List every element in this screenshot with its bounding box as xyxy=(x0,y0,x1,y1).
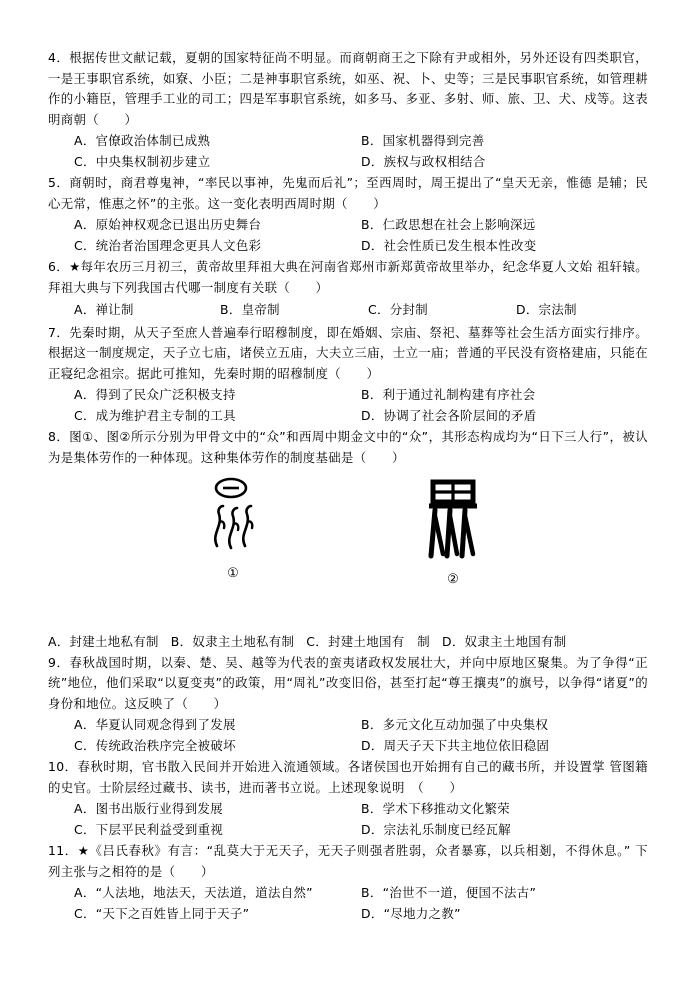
option-a[interactable]: A．图书出版行业得到发展 xyxy=(74,801,223,816)
figure-oracle-bone-zhong xyxy=(188,476,278,585)
option-c[interactable]: C．传统政治秩序完全被破坏 xyxy=(74,737,236,753)
question-7 xyxy=(48,323,648,427)
option-a[interactable]: A．禅让制 xyxy=(74,302,134,317)
option-b[interactable]: B．“治世不一道，便国不法古” xyxy=(361,885,537,900)
question-10-options xyxy=(74,799,648,840)
question-4-stem: 4．根据传世文献记载，夏朝的国家特征尚不明显。而商朝商王之下除有尹或相外，另外还设有四类职官，一是王事职官系统，如寮、小臣；二是神事职官系统，如巫、祝、卜、史等；三是民事职官系统，如管理耕作的小籍臣，管理手工业的司工；四是军事职官系统，如多马、多亚、多射、师、旅、卫、犬、戍等。这表明商朝（ ） xyxy=(48,50,648,127)
option-c[interactable]: C．成为维护君主专制的工具 xyxy=(74,407,236,423)
figure-bronze-zhong xyxy=(408,476,498,591)
question-11-stem: 11．★《吕氏春秋》有言：“乱莫大于无天子，无天子则强者胜弱，众者暴寡，以兵相剗，不得休息。” 下列主张与之相符的是（ ） xyxy=(48,843,648,879)
oracle-bone-character-image xyxy=(203,476,263,556)
option-a[interactable]: A．原始神权观念已退出历史舞台 xyxy=(74,217,262,232)
bronze-inscription-character-image xyxy=(423,476,483,562)
option-b[interactable]: B．仁政思想在社会上影响深远 xyxy=(361,217,536,232)
question-8 xyxy=(48,427,648,653)
option-d[interactable]: D．协调了社会各阶层间的矛盾 xyxy=(361,407,537,423)
option-d[interactable]: D．“尽地力之教” xyxy=(361,905,461,921)
figure-2-label: ② xyxy=(447,572,459,587)
option-d[interactable]: D．宗法礼乐制度已经瓦解 xyxy=(361,821,512,837)
exam-page xyxy=(48,48,648,925)
option-b[interactable]: B．多元文化互动加强了中央集权 xyxy=(361,717,549,732)
question-4-options xyxy=(74,131,648,172)
option-d[interactable]: D．宗法制 xyxy=(516,302,577,317)
option-b[interactable]: B．奴隶主土地私有制 xyxy=(170,634,295,649)
option-a[interactable]: A．华夏认同观念得到了发展 xyxy=(74,717,236,732)
question-6-stem: 6．★每年农历三月初三，黄帝故里拜祖大典在河南省郑州市新郑黄帝故里举办，纪念华夏人文始 祖轩辕。拜祖大典与下列我国古代哪一制度有关联（ ） xyxy=(48,259,648,295)
question-8-stem: 8．图①、图②所示分别为甲骨文中的“众”和西周中期金文中的“众”，其形态构成均为“日下三人行”，被认为是集体劳作的一种体现。这种集体劳作的制度基础是（ ） xyxy=(48,429,648,465)
option-a[interactable]: A．“人法地，地法天，天法道，道法自然” xyxy=(74,885,313,900)
option-c[interactable]: C．下层平民利益受到重视 xyxy=(74,821,224,837)
question-5-options xyxy=(74,215,648,256)
option-c[interactable]: C．封建土地国有 制 xyxy=(306,634,430,649)
option-b[interactable]: B．学术下移推动文化繁荣 xyxy=(361,801,510,816)
option-b[interactable]: B．利于通过礼制构建有序社会 xyxy=(361,387,536,402)
question-9-options xyxy=(74,715,648,756)
question-9 xyxy=(48,653,648,757)
figure-1-label: ① xyxy=(227,566,239,581)
question-4 xyxy=(48,48,648,172)
question-6 xyxy=(48,257,648,321)
option-a[interactable]: A．得到了民众广泛积极支持 xyxy=(74,387,236,402)
question-8-figures xyxy=(48,476,648,626)
option-a[interactable]: A．封建土地私有制 xyxy=(48,634,159,649)
question-11 xyxy=(48,841,648,924)
question-10-stem: 10．春秋时期，官书散入民间并开始进入流通领域。各诸侯国也开始拥有自己的藏书所，并设置掌 管图籍的史官。士阶层经过藏书、读书，进而著书立说。上述现象说明 （ ） xyxy=(48,759,648,795)
question-5 xyxy=(48,173,648,256)
option-b[interactable]: B．国家机器得到完善 xyxy=(361,133,485,148)
question-8-options xyxy=(48,632,648,653)
option-d[interactable]: D．奴隶主土地国有制 xyxy=(441,634,567,649)
question-10 xyxy=(48,757,648,840)
option-d[interactable]: D．族权与政权相结合 xyxy=(361,153,486,169)
option-a[interactable]: A．官僚政治体制已成熟 xyxy=(74,133,211,148)
question-9-stem: 9．春秋战国时期，以秦、楚、吴、越等为代表的蛮夷诸政权发展壮大，并向中原地区聚集。为了争得“正统”地位，他们采取“以夏变夷”的政策，用“周礼”改变旧俗，甚至打起“尊王攘夷”的旗号，以争得“诸夏”的身份和地位。这反映了（ ） xyxy=(48,654,648,711)
question-11-options xyxy=(74,883,648,924)
option-d[interactable]: D．周天子天下共主地位依旧稳固 xyxy=(361,737,550,753)
option-c[interactable]: C．中央集权制初步建立 xyxy=(74,153,211,169)
question-6-options xyxy=(74,300,648,321)
question-5-stem: 5．商朝时，商君尊鬼神，“率民以事神，先鬼而后礼”；至西周时，周王提出了“皇天无亲，惟德 是辅；民心无常，惟惠之怀”的主张。这一变化表明西周时期（ ） xyxy=(48,175,648,211)
option-c[interactable]: C．“天下之百姓皆上同于天子” xyxy=(74,905,250,921)
question-7-options xyxy=(74,385,648,426)
option-c[interactable]: C．分封制 xyxy=(368,302,428,317)
option-c[interactable]: C．统治者治国理念更具人文色彩 xyxy=(74,237,262,253)
question-7-stem: 7．先秦时期，从天子至庶人普遍奉行昭穆制度，即在婚姻、宗庙、祭祀、墓葬等社会生活方面实行排序。根据这一制度规定，天子立七庙，诸侯立五庙，大夫立三庙，士立一庙；普通的平民没有资格建庙，只能在正寝纪念祖宗。据此可推知，先秦时期的昭穆制度（ ） xyxy=(48,324,648,381)
option-b[interactable]: B．皇帝制 xyxy=(220,302,280,317)
option-d[interactable]: D．社会性质已发生根本性改变 xyxy=(361,237,537,253)
